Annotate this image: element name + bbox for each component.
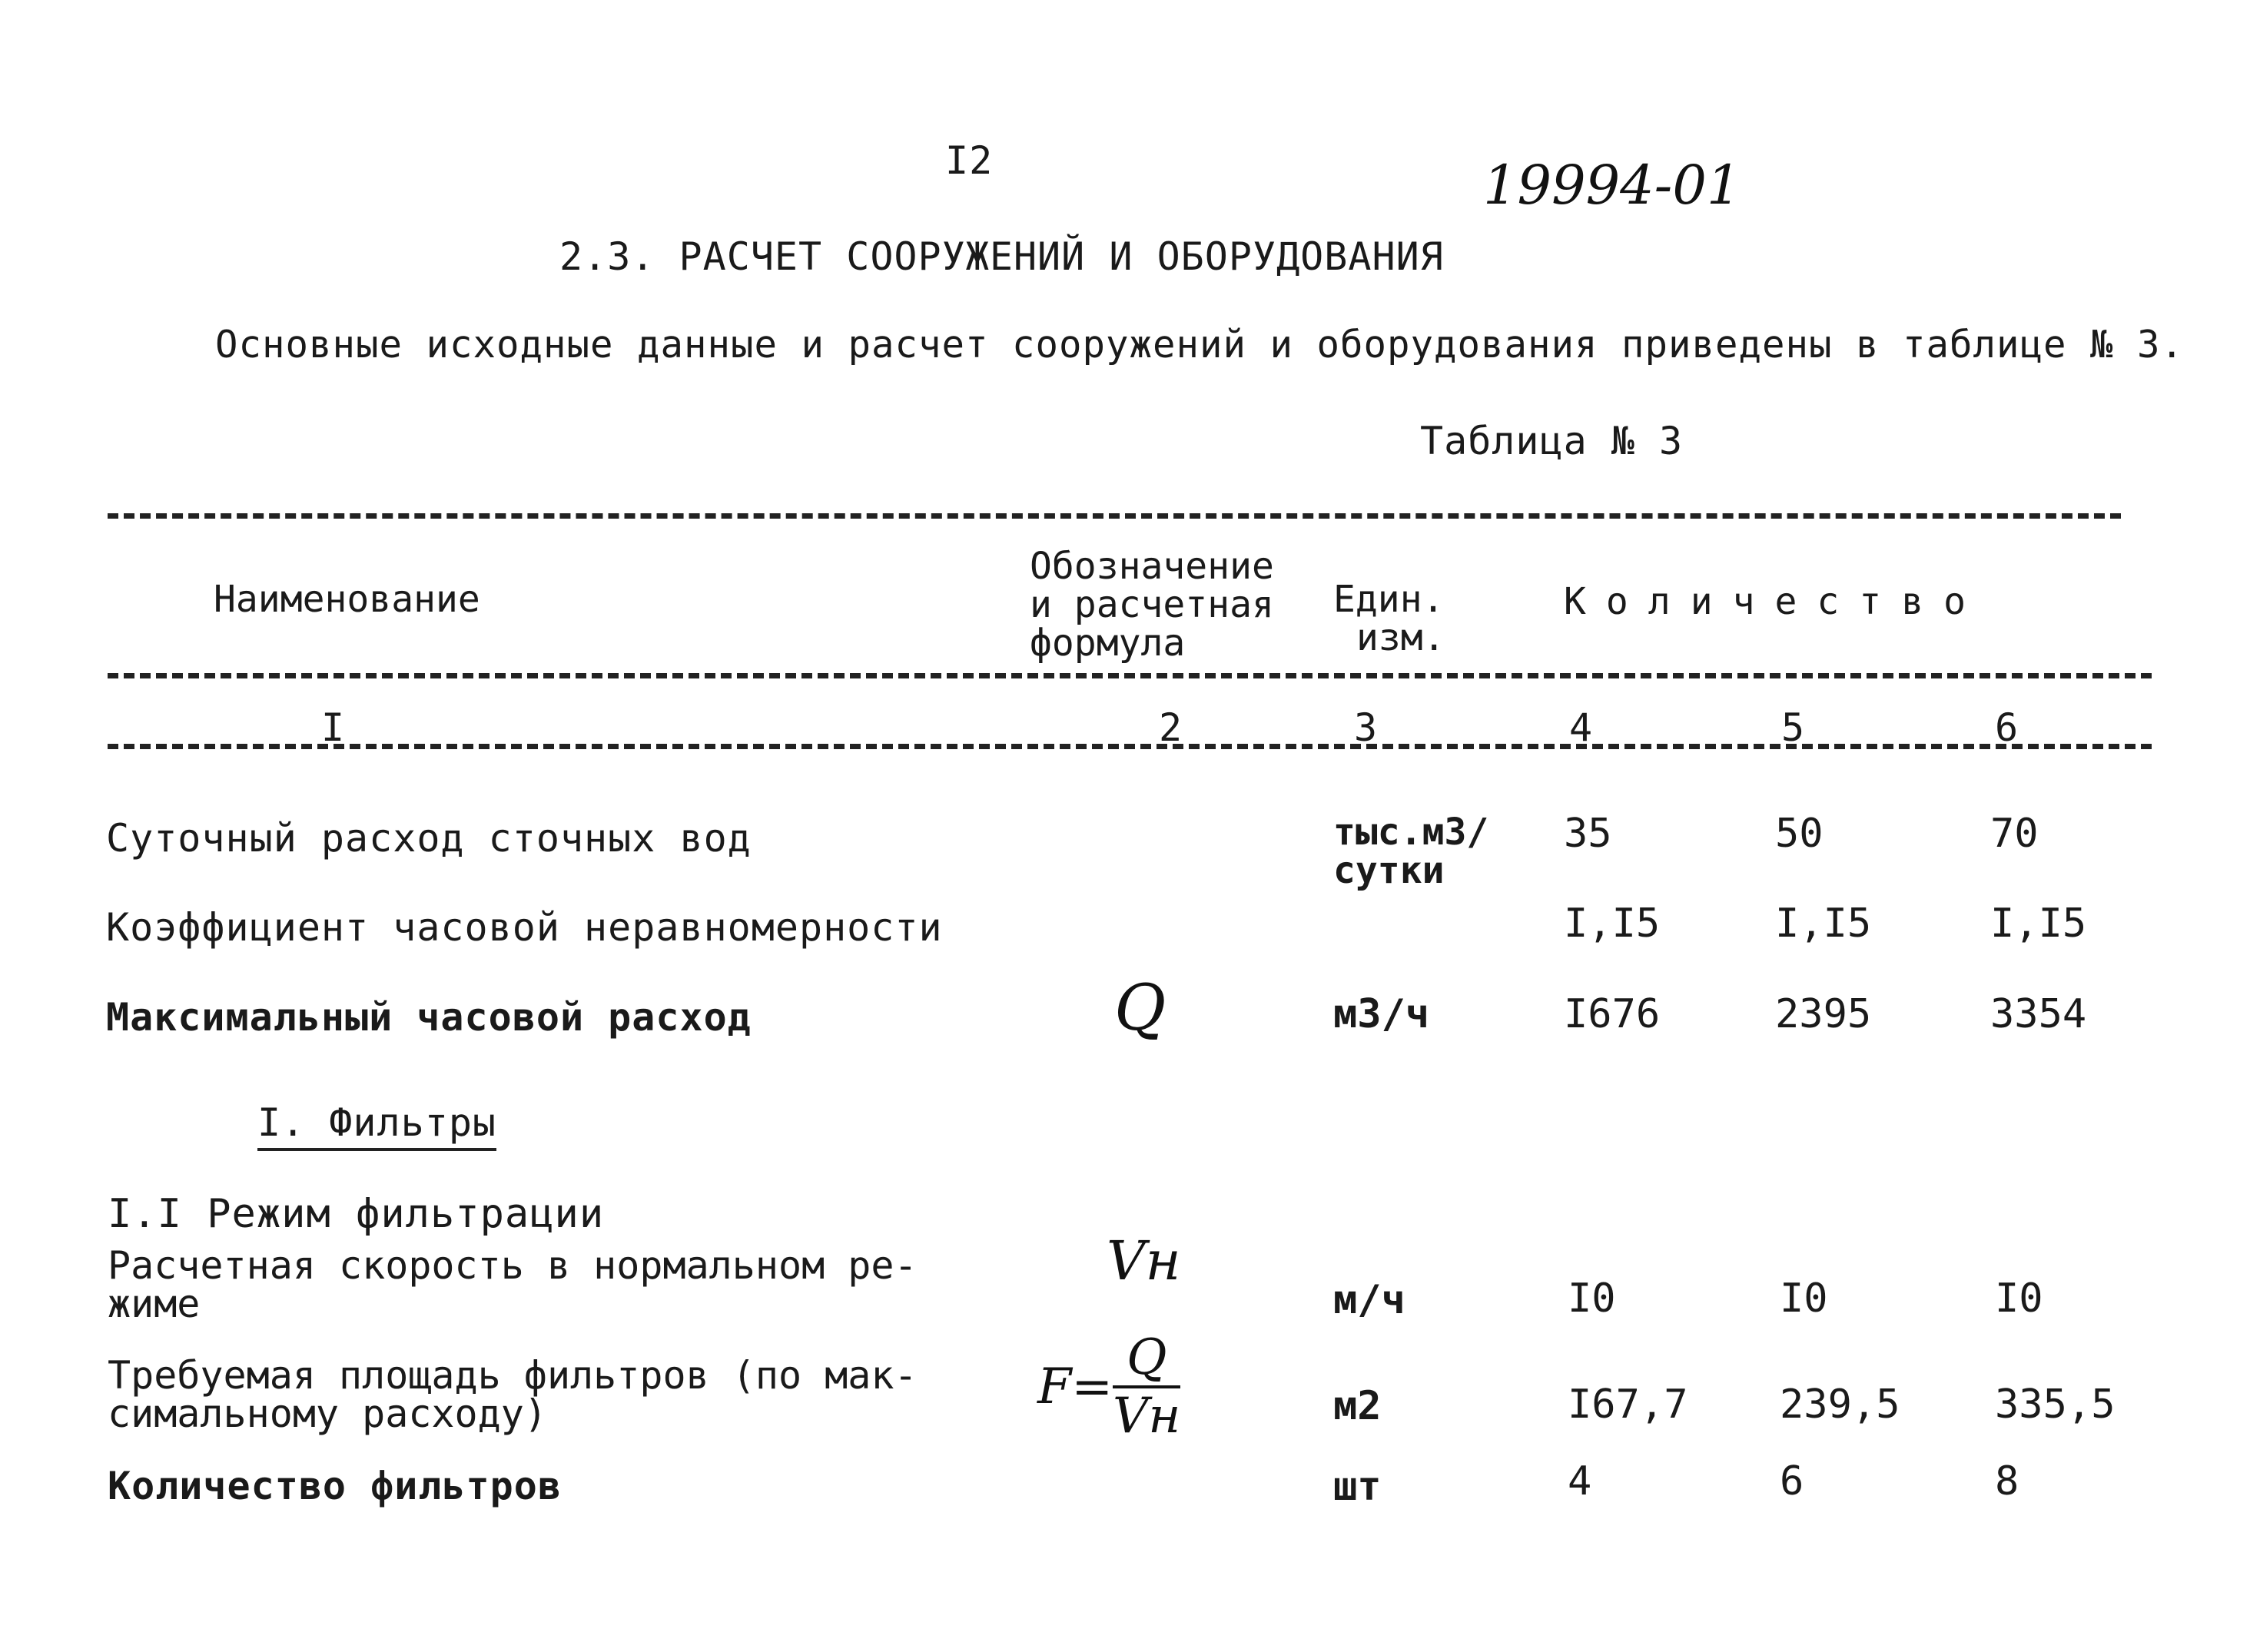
row-daily-flow-unit — [1333, 813, 1488, 890]
row-design-velocity-name-line-1: Расчетная скорость в нормальном ре- — [108, 1243, 918, 1288]
row-design-velocity-unit: м/ч — [1333, 1277, 1405, 1323]
row-daily-flow-unit-line-2: сутки — [1333, 849, 1445, 892]
header-formula — [1030, 545, 1274, 665]
row-max-hourly-value-4: I676 — [1564, 991, 1661, 1037]
header-unit-line-2: изм. — [1356, 616, 1445, 659]
document-code: 19994-01 — [1483, 154, 1741, 217]
column-number-6: 6 — [1995, 705, 2019, 750]
column-number-5: 5 — [1781, 705, 1806, 750]
row-design-velocity-value-6: I0 — [1995, 1275, 2043, 1322]
row-daily-flow-value-6: 70 — [1990, 811, 2039, 857]
header-formula-line-2: и расчетная — [1030, 583, 1274, 626]
header-name: Наименование — [214, 578, 480, 621]
row-hourly-coef-value-6: I,I5 — [1990, 901, 2087, 947]
row-design-velocity-value-4: I0 — [1568, 1275, 1616, 1322]
column-number-4: 4 — [1569, 705, 1594, 750]
header-rule — [108, 673, 2152, 678]
row-filter-area-formula — [1037, 1329, 1181, 1445]
row-design-velocity-name-line-2: жиме — [108, 1282, 201, 1326]
row-filter-count-unit: шт — [1333, 1464, 1382, 1510]
header-unit — [1333, 580, 1445, 657]
row-filter-area-name-line-2: симальному расходу) — [108, 1392, 547, 1436]
subsection-filtration-mode: I.I Режим фильтрации — [108, 1191, 605, 1237]
row-design-velocity-value-5: I0 — [1780, 1275, 1828, 1322]
row-filter-area-value-5: 239,5 — [1780, 1382, 1900, 1428]
header-unit-line-1: Един. — [1333, 578, 1445, 621]
row-hourly-coef-value-4: I,I5 — [1564, 901, 1661, 947]
column-numbers-rule — [108, 744, 2152, 749]
intro-text: Основные исходные данные и расчет сооружений и оборудования приведены в таблице № 3. — [215, 323, 2185, 367]
row-max-hourly-value-6: 3354 — [1990, 991, 2087, 1037]
row-filter-count-value-6: 8 — [1995, 1458, 2019, 1504]
row-max-hourly-value-5: 2395 — [1775, 991, 1872, 1037]
header-formula-line-1: Обозначение — [1030, 545, 1274, 588]
row-hourly-coef-value-5: I,I5 — [1775, 901, 1872, 947]
row-filter-area-value-6: 335,5 — [1995, 1382, 2116, 1428]
header-formula-line-3: формула — [1030, 622, 1186, 665]
row-filter-area-name — [108, 1353, 918, 1436]
row-filter-count-value-5: 6 — [1780, 1458, 1804, 1504]
row-daily-flow-unit-line-1: тыс.м3/ — [1333, 811, 1489, 854]
column-number-2: 2 — [1159, 705, 1183, 750]
table-top-rule — [108, 513, 2121, 519]
row-max-hourly-unit: м3/ч — [1333, 991, 1430, 1037]
column-number-1: I — [321, 705, 346, 750]
row-filter-area-formula-fraction — [1113, 1329, 1181, 1445]
column-number-3: 3 — [1354, 705, 1379, 750]
page-number: I2 — [945, 138, 994, 183]
row-filter-area-formula-numerator: Q — [1113, 1333, 1180, 1388]
row-filter-area-formula-lhs: F= — [1037, 1358, 1113, 1415]
section-filters-title: I. Фильтры — [257, 1100, 496, 1151]
row-design-velocity-name — [108, 1243, 918, 1326]
row-daily-flow-value-4: 35 — [1564, 811, 1612, 857]
row-daily-flow-value-5: 50 — [1775, 811, 1824, 857]
row-filter-area-value-4: I67,7 — [1568, 1382, 1688, 1428]
header-quantity: Количество — [1564, 580, 1986, 623]
row-daily-flow-name: Суточный расход сточных вод — [106, 816, 752, 861]
row-filter-count-value-4: 4 — [1568, 1458, 1592, 1504]
row-filter-area-formula-denominator: Vн — [1113, 1388, 1181, 1445]
row-filter-count-name: Количество фильтров — [108, 1464, 562, 1508]
row-design-velocity-formula: Vн — [1107, 1229, 1181, 1292]
row-filter-area-unit: м2 — [1333, 1383, 1382, 1429]
row-hourly-coef-name: Коэффициент часовой неравномерности — [106, 905, 943, 950]
table-caption: Таблица № 3 — [1420, 419, 1684, 463]
row-max-hourly-name: Максимальный часовой расход — [106, 995, 752, 1040]
section-title: 2.3. РАСЧЕТ СООРУЖЕНИЙ И ОБОРУДОВАНИЯ — [559, 234, 1444, 279]
row-max-hourly-formula: Q — [1114, 972, 1166, 1045]
row-filter-area-name-line-1: Требуемая площадь фильтров (по мак- — [108, 1353, 918, 1398]
